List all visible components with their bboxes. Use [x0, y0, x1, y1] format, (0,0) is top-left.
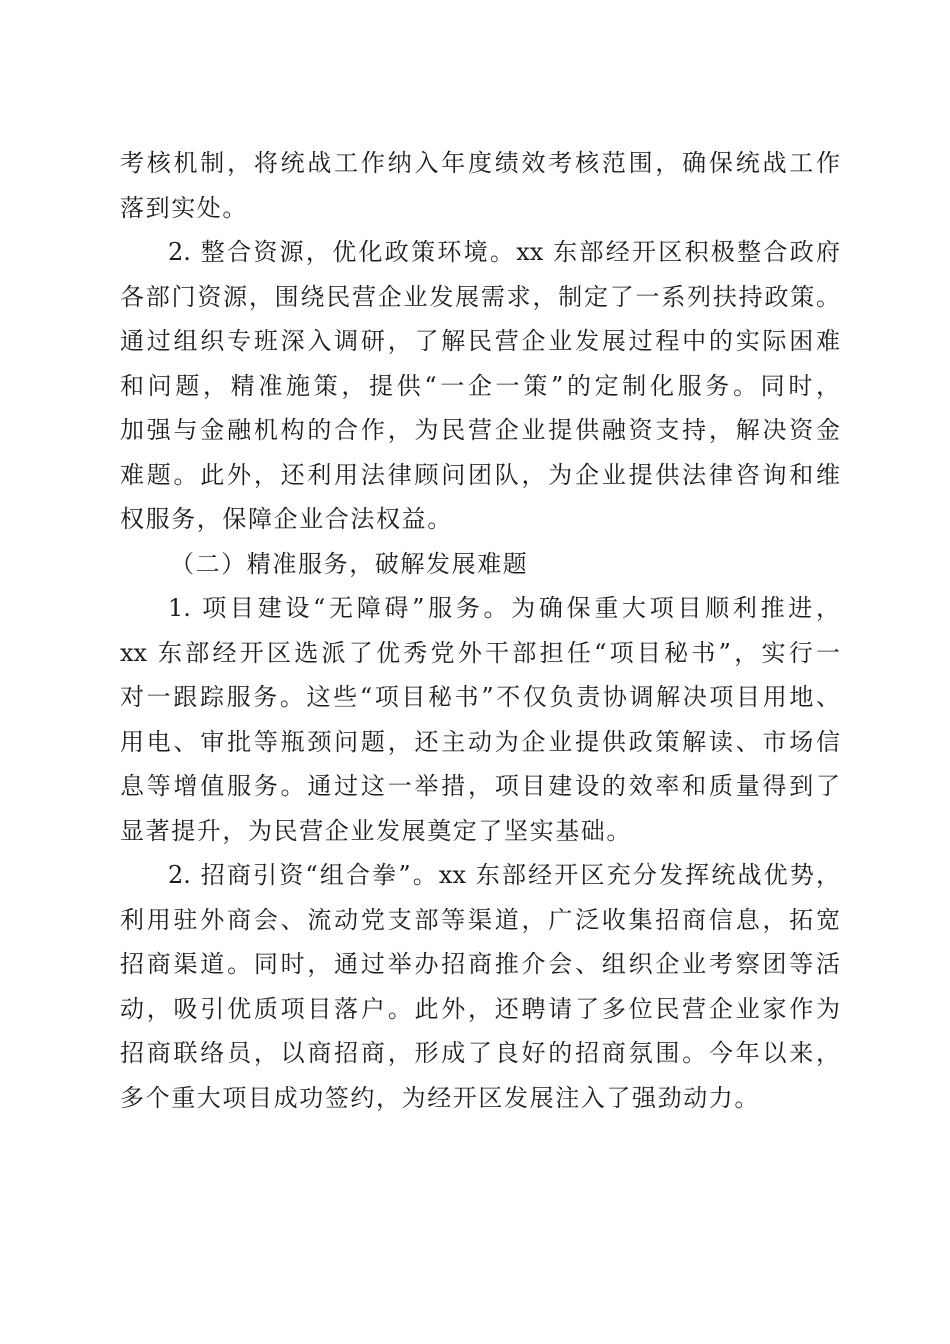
section-heading: （二）精准服务，破解发展难题	[170, 549, 529, 578]
paragraph-line: xx 东部经开区选派了优秀党外干部担任“项目秘书”，实行一	[120, 638, 840, 667]
paragraph-line: 加强与金融机构的合作，为民营企业提供融资支持，解决资金	[120, 416, 840, 444]
paragraph-line: 显著提升，为民营企业发展奠定了坚实基础。	[120, 816, 632, 845]
paragraph-line: 各部门资源，围绕民营企业发展需求，制定了一系列扶持政策。	[120, 282, 840, 311]
document-body	[120, 141, 840, 1120]
paragraph-line: 考核机制，将统战工作纳入年度绩效考核范围，确保统战工作	[120, 149, 840, 177]
paragraph-line: 难题。此外，还利用法律顾问团队，为企业提供法律咨询和维	[120, 460, 840, 489]
paragraph-line: 利用驻外商会、流动党支部等渠道，广泛收集招商信息，拓宽	[120, 905, 840, 934]
paragraph-line: 和问题，精准施策，提供“一企一策”的定制化服务。同时，	[120, 371, 840, 400]
paragraph-line: 权服务，保障企业合法权益。	[120, 505, 453, 533]
paragraph-line: 对一跟踪服务。这些“项目秘书”不仅负责协调解决项目用地、	[120, 683, 840, 711]
paragraph-line: 动，吸引优质项目落户。此外，还聘请了多位民营企业家作为	[120, 994, 840, 1023]
paragraph-line: 落到实处。	[120, 193, 248, 222]
paragraph-line: 招商渠道。同时，通过举办招商推介会、组织企业考察团等活	[120, 950, 840, 978]
numbered-item-line: 2. 整合资源，优化政策环境。xx 东部经开区积极整合政府	[168, 238, 840, 266]
paragraph-line: 通过组织专班深入调研，了解民营企业发展过程中的实际困难	[120, 327, 840, 355]
numbered-item-line: 2. 招商引资“组合拳”。xx 东部经开区充分发挥统战优势，	[168, 861, 840, 889]
paragraph-line: 息等增值服务。通过这一举措，项目建设的效率和质量得到了	[120, 772, 840, 800]
paragraph-line: 用电、审批等瓶颈问题，还主动为企业提供政策解读、市场信	[120, 727, 840, 756]
paragraph-line: 多个重大项目成功签约，为经开区发展注入了强劲动力。	[120, 1083, 760, 1112]
numbered-item-line: 1. 项目建设“无障碍”服务。为确保重大项目顺利推进，	[168, 594, 840, 622]
paragraph-line: 招商联络员，以商招商，形成了良好的招商氛围。今年以来，	[120, 1039, 840, 1067]
